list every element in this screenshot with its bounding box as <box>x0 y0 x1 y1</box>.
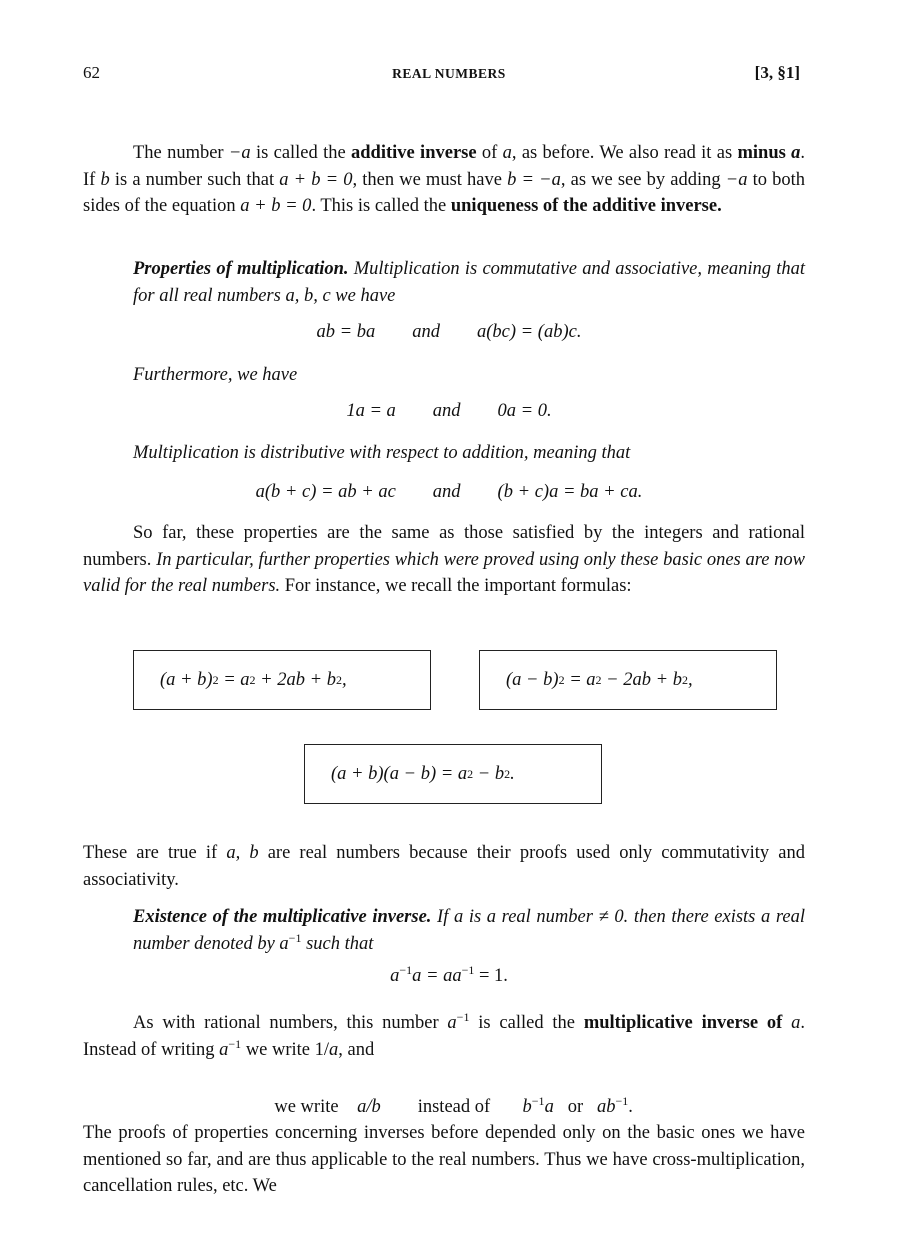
equation-division-notation <box>0 1076 898 1118</box>
text: is a number such that <box>109 169 280 190</box>
math: a <box>502 143 512 163</box>
math: a <box>219 1039 229 1060</box>
math: . <box>510 763 515 784</box>
exponent: −1 <box>399 963 413 977</box>
text: As with rational numbers, this number <box>133 1013 448 1033</box>
math: + 2ab + b <box>255 669 337 690</box>
math: b <box>100 169 110 190</box>
math: a = aa <box>412 966 462 986</box>
text: . Instead of writing <box>83 1013 806 1060</box>
math: − b <box>473 763 505 784</box>
math: ab <box>596 1097 616 1117</box>
math: −a <box>725 169 748 190</box>
math: a <box>390 966 400 986</box>
text: . This is called the <box>311 196 451 216</box>
heading: Properties of multiplication. <box>133 259 349 279</box>
math: , <box>688 669 693 690</box>
text: we write <box>274 1097 339 1117</box>
math: a <box>785 143 801 163</box>
term-uniqueness: uniqueness of the additive inverse. <box>450 196 722 216</box>
equation-commutative-associative: ab = ba and a(bc) = (ab)c. <box>316 322 582 342</box>
math: = 1. <box>474 966 508 986</box>
text: The number <box>133 143 229 163</box>
equation-identity-zero: 1a = a and 0a = 0. <box>346 401 552 421</box>
math: (a − b) <box>506 669 559 690</box>
exponent: −1 <box>531 1094 545 1108</box>
text: , and <box>338 1039 375 1060</box>
math: a, b <box>226 843 259 863</box>
math: b = −a <box>507 169 561 190</box>
text: is called the <box>469 1013 584 1033</box>
math: a + b = 0 <box>279 169 353 190</box>
distributive-text: Multiplication is distributive with respect to addition, meaning that <box>133 443 631 463</box>
math: (a + b) <box>160 669 213 690</box>
math: a/b <box>357 1097 381 1117</box>
emphasis: In particular, further properties which were proved using only these basic ones are now valid for the real numbers. <box>83 549 805 596</box>
paragraph-true-for-reals <box>83 840 805 893</box>
furthermore-text: Furthermore, we have <box>133 365 298 385</box>
paragraph-additive-inverse <box>83 140 805 220</box>
math: − 2ab + b <box>601 669 683 690</box>
text: such that <box>301 933 374 954</box>
heading: Existence of the multiplicative inverse. <box>133 907 432 927</box>
math: , <box>342 669 347 690</box>
paragraph-proofs-inverses: The proofs of properties concerning inverses before depended only on the basic ones we have mentioned so far, and are thus applicable to the real numbers. Thus we have cross-multiplication, cancellation rules, etc. We <box>83 1123 805 1196</box>
math: a + b = 0 <box>240 196 312 216</box>
term-additive-inverse: additive inverse <box>351 143 477 163</box>
text: Multiplication is commutative and associative, meaning that for all real numbers a, b, c we have <box>133 259 805 306</box>
text: are real numbers because their proofs used only commutativity and associativity. <box>83 843 806 890</box>
text: . If <box>83 143 806 190</box>
math: −a <box>228 143 251 163</box>
exponent: −1 <box>288 930 302 945</box>
properties-of-multiplication <box>133 256 805 309</box>
section-reference: [3, §1] <box>754 63 800 82</box>
exponent: −1 <box>461 963 475 977</box>
math: a <box>447 1013 457 1033</box>
term-minus: minus <box>737 143 786 163</box>
text: , as before. We also read it as <box>511 143 738 163</box>
text: to both sides of the equation <box>83 169 806 216</box>
math: a <box>544 1097 554 1117</box>
text: we write 1/ <box>241 1039 330 1060</box>
formula-box-sum-square: (a + b) 2 = a 2 + 2ab + b 2 , <box>133 650 431 710</box>
existence-multiplicative-inverse <box>133 904 805 957</box>
text: of <box>476 143 503 163</box>
equation-inverse <box>0 963 898 987</box>
paragraph-same-properties <box>83 520 805 600</box>
math: = a <box>218 669 250 690</box>
formula-box-difference-of-squares: (a + b)(a − b) = a 2 − b 2 . <box>304 744 602 804</box>
running-title: REAL NUMBERS <box>392 66 506 81</box>
equation-distributive: a(b + c) = ab + ac and (b + c)a = ba + ca. <box>255 482 643 502</box>
math: = a <box>564 669 596 690</box>
formula-box-difference-square: (a − b) 2 = a 2 − 2ab + b 2 , <box>479 650 777 710</box>
text: is called the <box>250 143 352 163</box>
exponent: −1 <box>615 1094 629 1108</box>
math: b <box>522 1097 532 1117</box>
text: or <box>567 1097 584 1117</box>
math: a <box>329 1039 339 1060</box>
page-number: 62 <box>83 63 100 82</box>
math: (a + b)(a − b) = a <box>331 763 468 784</box>
paragraph-multiplicative-inverse <box>83 1010 805 1063</box>
exponent: −1 <box>456 1010 470 1024</box>
text: , as we see by adding <box>560 169 726 190</box>
math: a <box>782 1013 801 1033</box>
text: For instance, we recall the important formulas: <box>280 576 632 596</box>
math: . <box>628 1097 633 1117</box>
exponent: −1 <box>228 1036 242 1051</box>
text: So far, these properties are the same as those satisfied by the integers and rational numbers. <box>83 523 805 570</box>
text: , then we must have <box>352 169 508 190</box>
term-multiplicative-inverse: multiplicative inverse of <box>583 1013 783 1033</box>
text: instead of <box>417 1097 491 1117</box>
text: If a is a real number ≠ 0. then there exists a real number denoted by a <box>133 907 805 954</box>
text: These are true if <box>83 843 227 863</box>
